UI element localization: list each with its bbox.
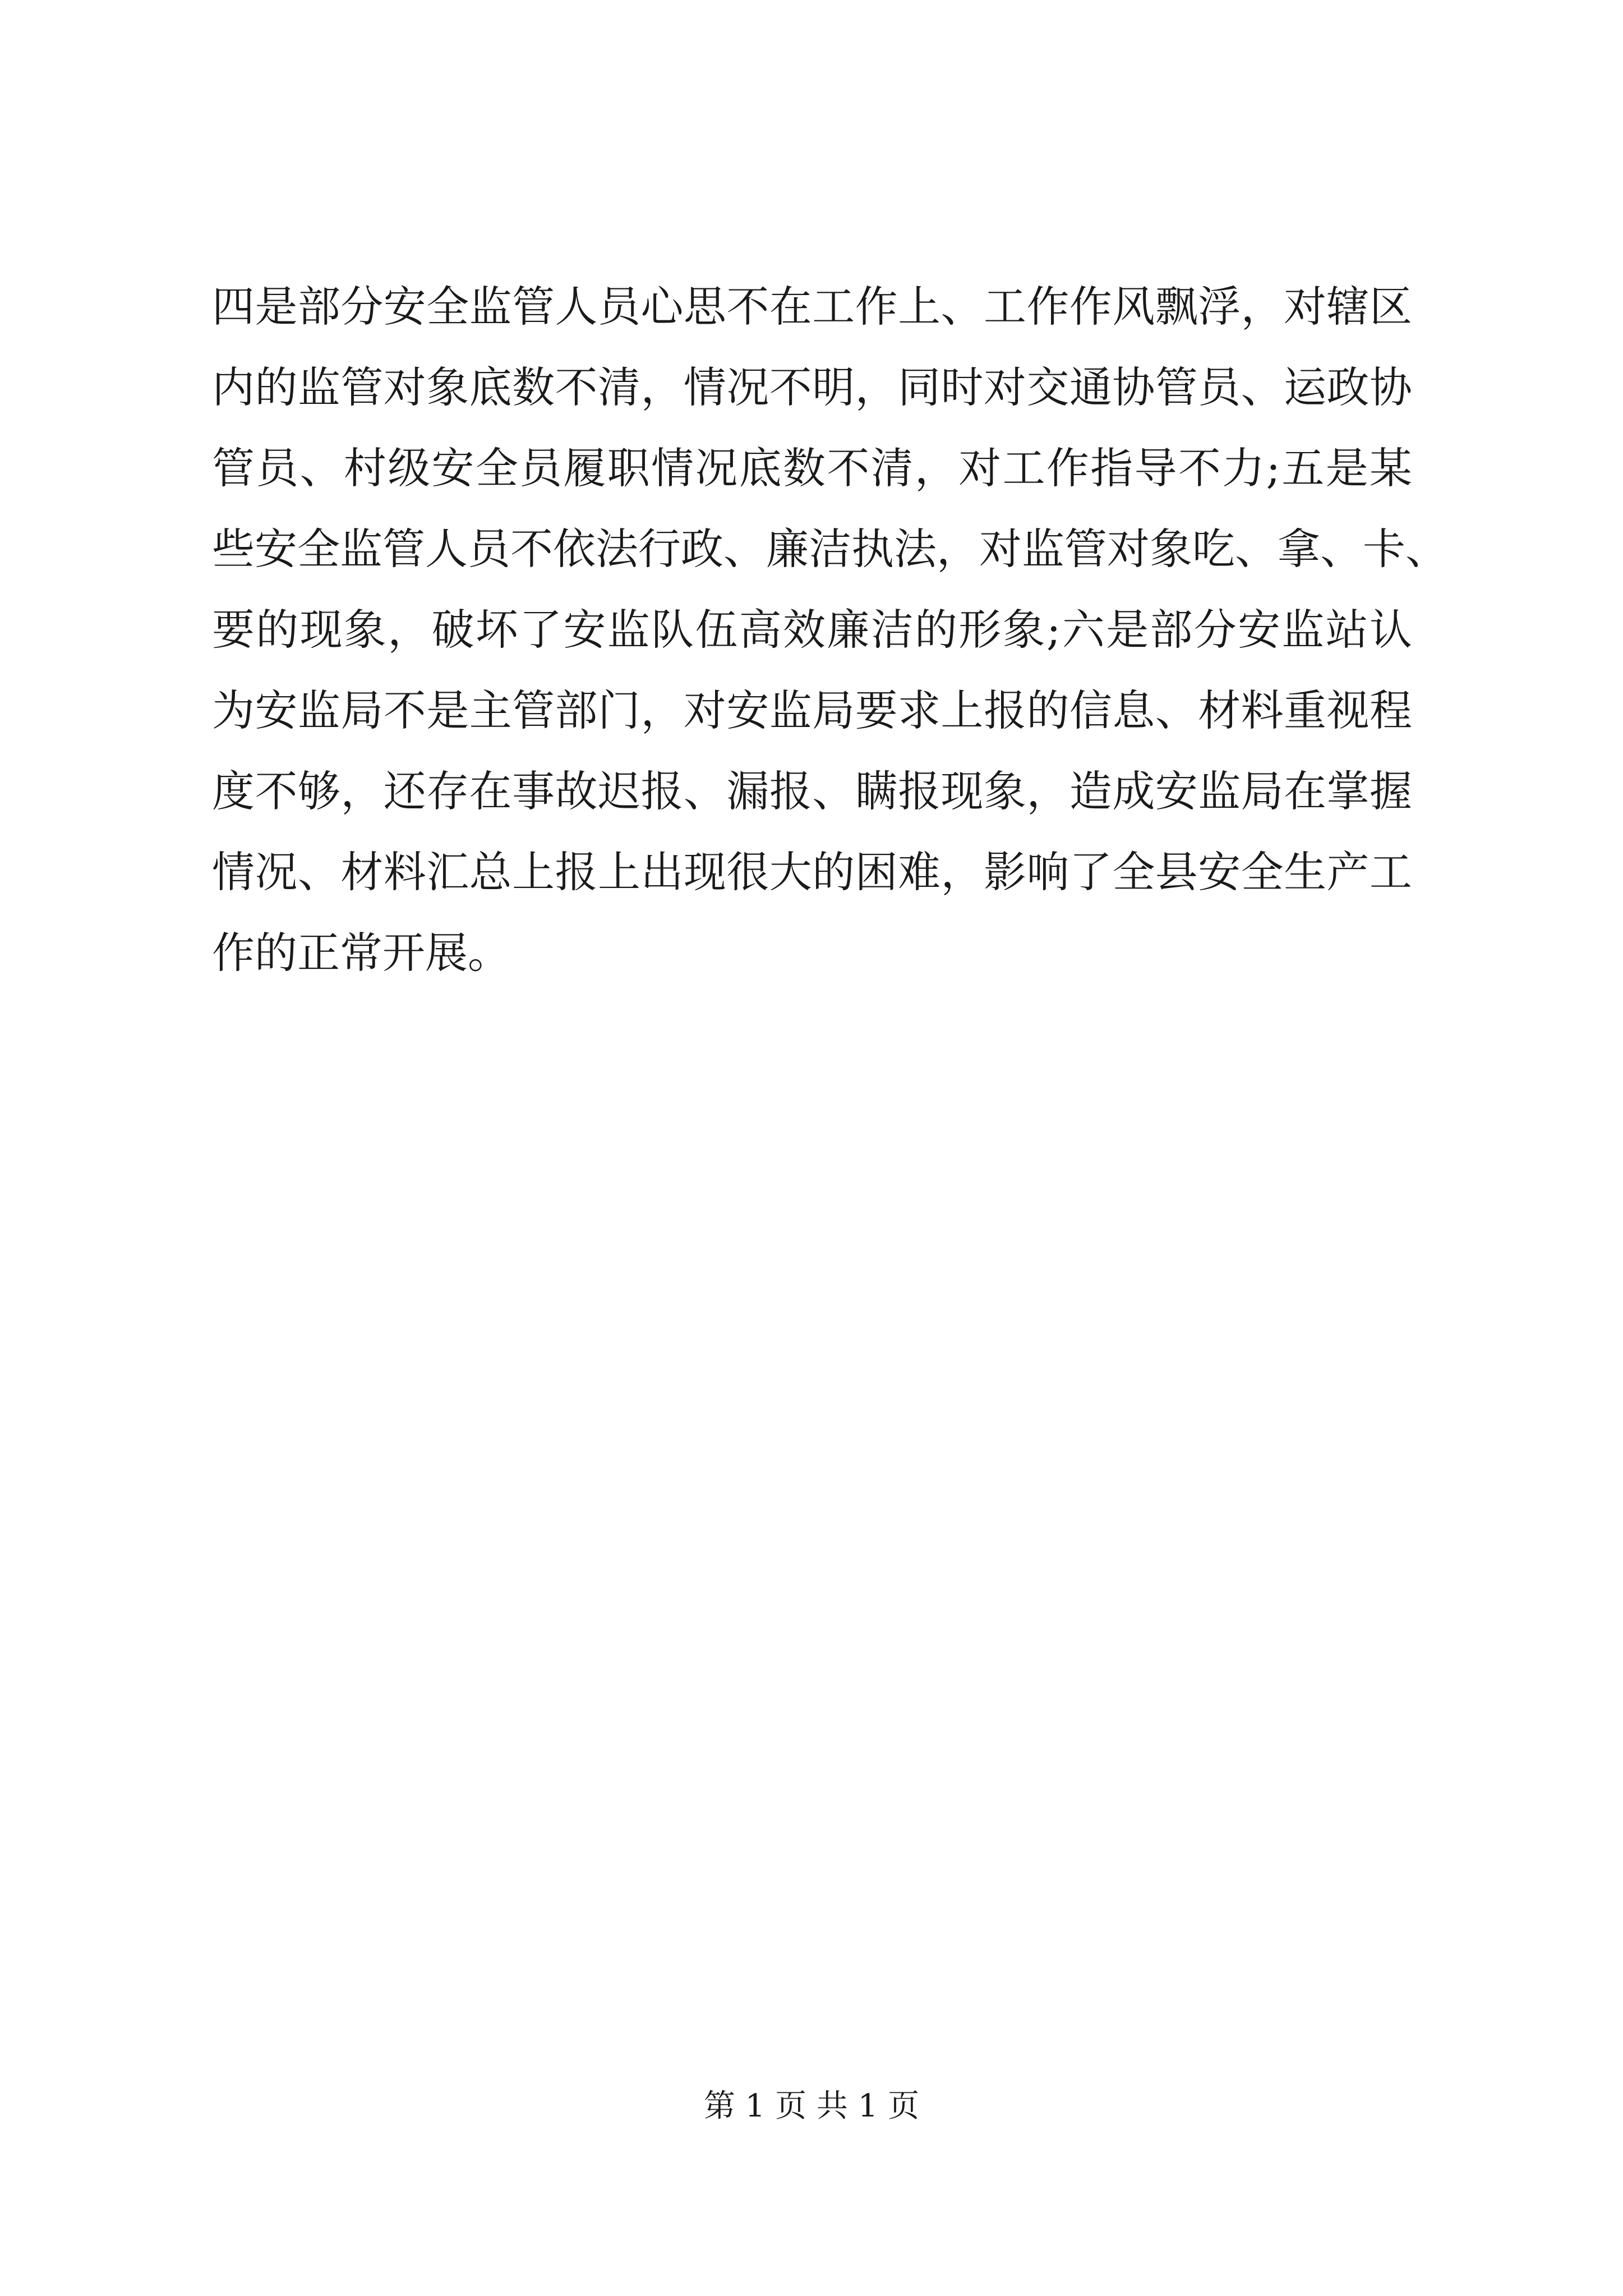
paragraph-line: 管员、村级安全员履职情况底数不清，对工作指导不力;五是某 [212, 443, 1412, 493]
paragraph-line: 要的现象，破坏了安监队伍高效廉洁的形象;六是部分安监站认 [212, 605, 1412, 655]
paragraph-line: 为安监局不是主管部门，对安监局要求上报的信息、材料重视程 [212, 685, 1412, 735]
page-number-footer: 第 1 页 共 1 页 [703, 2088, 920, 2124]
paragraph-line: 作的正常开展。 [212, 928, 510, 978]
paragraph-line: 度不够，还存在事故迟报、漏报、瞒报现象，造成安监局在掌握 [212, 766, 1412, 816]
paragraph-line: 内的监管对象底数不清，情况不明，同时对交通协管员、运政协 [212, 362, 1412, 412]
paragraph-line: 情况、材料汇总上报上出现很大的困难，影响了全县安全生产工 [212, 847, 1412, 897]
paragraph-line: 四是部分安全监管人员心思不在工作上、工作作风飘浮，对辖区 [212, 282, 1412, 332]
paragraph-line: 些安全监管人员不依法行政、廉洁执法，对监管对象吃、拿、卡、 [212, 524, 1448, 574]
